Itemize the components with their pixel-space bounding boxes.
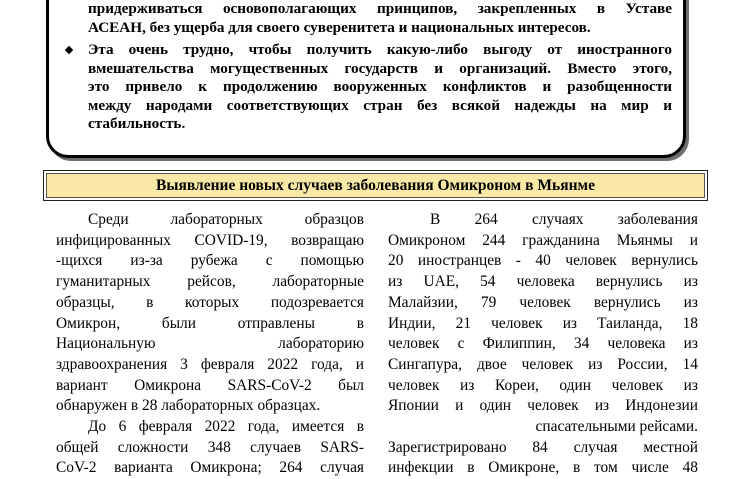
paragraph-line: Среди лабораторных образцов — [88, 211, 364, 228]
paragraph-line: -щихся из-за рубежа с помощью — [56, 252, 364, 270]
callout-bullet-1-line-1: придерживаться основополагающих принципов, закрепленных в Уставе — [88, 0, 672, 17]
callout-bullet-1-line-2: АСЕАН, без ущерба для своего суверенитета и национальных интересов. — [88, 18, 591, 36]
callout-bullet-list — [62, 0, 672, 134]
paragraph-line: гуманитарных рейсов, лабораторные — [56, 273, 364, 291]
paragraph-line: общей сложности 348 случаев SARS- — [56, 438, 364, 456]
paragraph-line: Омикрон, были отправлены в — [56, 314, 364, 332]
paragraph-line: инфекции в Омикроне, в том числе 48 — [388, 459, 698, 477]
section-title-bar — [43, 170, 708, 201]
paragraph-line: До 6 февраля 2022 года, имеется в — [88, 418, 364, 436]
callout-bullet-2-line-3: это привело к продолжению вооруженных конфликтов и разобщенности — [88, 78, 672, 95]
paragraph-line: из UAE, 54 человека вернулись из — [388, 273, 698, 291]
paragraph-line: Сингапура, двое человек из России, 14 — [388, 355, 698, 373]
callout-bullet-2 — [62, 41, 672, 134]
paragraph-line: В 264 случаях заболевания — [430, 211, 698, 228]
paragraph-line: вариант Омикрона SARS-CoV-2 был — [56, 376, 364, 394]
paragraph-line: инфицированных COVID-19, возвращаю — [56, 231, 364, 249]
callout-bullet-2-line-4: между народами соответствующих стран без всякой надежды на мир и — [88, 96, 672, 114]
paragraph-line: CoV-2 варианта Омикрона; 264 случая — [56, 459, 364, 477]
callout-bullet-2-line-1: Эта очень трудно, чтобы получить какую-либо выгоду от иностранного — [88, 41, 672, 58]
callout-bullet-2-line-2: вмешательства могущественных государств и организаций. Вместо этого, — [88, 59, 672, 77]
paragraph-line: Национальную лабораторию — [56, 335, 364, 353]
callout-bullet-2-line-5: стабильность. — [88, 115, 186, 132]
article-left-column — [56, 210, 364, 479]
paragraph-line: Омикроном 244 гражданина Мьянмы и — [388, 231, 698, 249]
diamond-bullet-icon — [65, 46, 73, 54]
paragraph-line: Зарегистрировано 84 случая местной — [388, 438, 698, 456]
paragraph-line: Малайзии, 79 человек вернулись из — [388, 293, 698, 311]
paragraph-line: человек из Кореи, один человек из — [388, 376, 698, 394]
callout-bullet-1 — [62, 0, 672, 37]
article-right-column — [388, 210, 698, 479]
paragraph-line: человек с Филиппин, 34 человека из — [388, 335, 698, 353]
paragraph-line: 20 иностранцев - 40 человек вернулись — [388, 252, 698, 270]
paragraph-line: здравоохранения 3 февраля 2022 года, и — [56, 355, 364, 373]
paragraph-line: образцы, в которых подозревается — [56, 293, 364, 311]
section-title: Выявление новых случаев заболевания Омикроном в Мьянме — [156, 176, 595, 194]
paragraph-line: обнаружен в 28 лабораторных образцах. — [56, 397, 321, 415]
paragraph-line: Японии и один человек из Индонезии — [388, 397, 698, 415]
paragraph-line: Индии, 21 человек из Таиланда, 18 — [388, 314, 698, 332]
paragraph-line: спасательными рейсами. — [535, 418, 698, 436]
